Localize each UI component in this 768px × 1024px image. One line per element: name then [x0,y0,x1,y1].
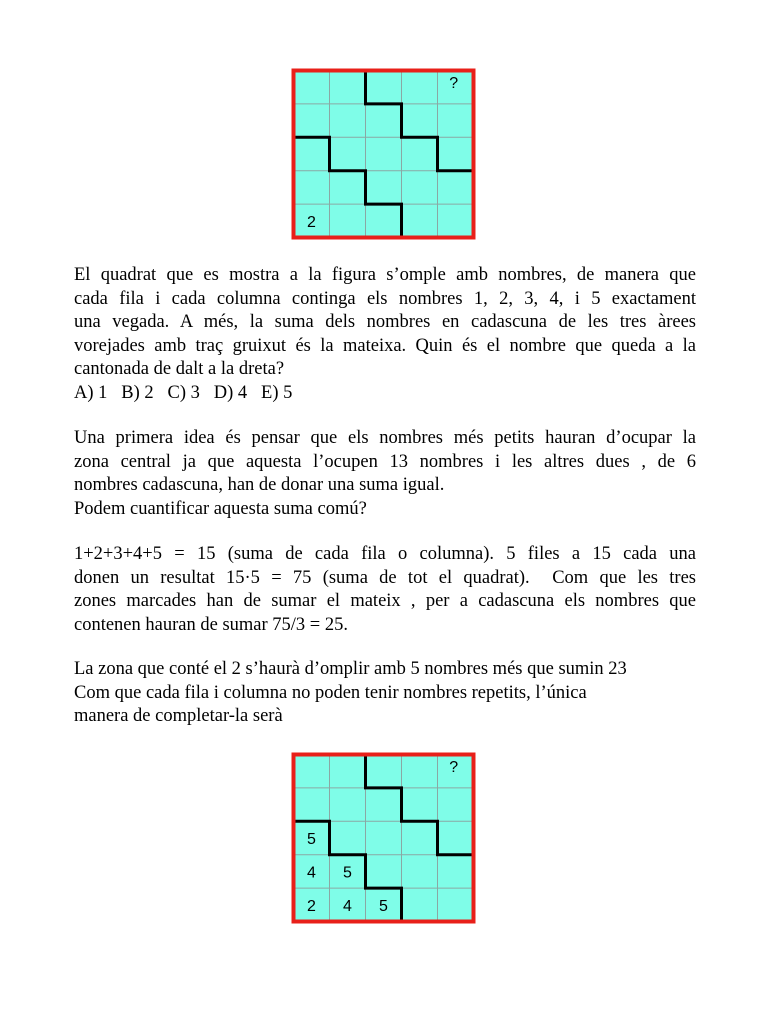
cell-number: 4 [307,864,316,882]
unknown-cell-marker: ? [449,758,459,776]
sum-line: contenen hauran de sumar 75/3 = 25. [74,614,348,635]
sum-line: zones marcades han de sumar el mateix , per a cadascuna els nombres que [74,591,696,611]
problem-line: vorejades amb traç gruixut és la mateixa. Quin és el nombre que queda a la [74,335,696,356]
cell-number: 5 [307,831,316,849]
zone-line: manera de completar-la serà [74,706,283,726]
puzzle-grid-initial [291,68,476,240]
problem-line: cantonada de dalt a la dreta? [74,359,285,379]
zone-paragraph [74,658,696,729]
idea-line: Una primera idea és pensar que els nombres més petits hauran d’ocupar la [74,428,696,448]
puzzle-grid-svg [291,68,476,240]
problem-line: una vegada. A més, la suma dels nombres en cadascuna de les tres àrees [74,312,696,332]
grid-background [294,755,474,922]
cell-number: 5 [379,897,388,915]
sum-line: 1+2+3+4+5 = 15 (suma de cada fila o columna). 5 files a 15 cada una [74,544,696,564]
problem-line: cada fila i cada columna continga els nombres 1, 2, 3, 4, i 5 exactament [74,288,696,309]
puzzle-grid-svg [291,752,476,924]
zone-line: Com que cada fila i columna no poden tenir nombres repetits, l’única [74,682,587,703]
zone-line: La zona que conté el 2 s’haurà d’omplir amb 5 nombres més que sumin 23 [74,659,627,679]
grid-background [294,71,474,238]
answer-options: A) 1 B) 2 C) 3 D) 4 E) 5 [74,382,293,403]
cell-number: 2 [307,897,316,915]
cell-number: 5 [343,864,352,882]
idea-line: nombres cadascuna, han de donar una suma igual. [74,475,445,495]
problem-statement [74,264,696,405]
sum-line: donen un resultat 15·5 = 75 (suma de tot el quadrat). Com que les tres [74,567,696,588]
cell-number: 2 [307,213,316,231]
puzzle-grid-partial-solution [291,752,476,924]
cell-number: 4 [343,897,352,915]
question-line: Podem cuantificar aquesta suma comú? [74,498,367,519]
unknown-cell-marker: ? [449,74,459,92]
idea-paragraph [74,427,696,521]
idea-line: zona central ja que aquesta l’ocupen 13 nombres i les altres dues , de 6 [74,451,696,472]
sum-paragraph [74,543,696,637]
problem-line: El quadrat que es mostra a la figura s’omple amb nombres, de manera que [74,265,696,285]
